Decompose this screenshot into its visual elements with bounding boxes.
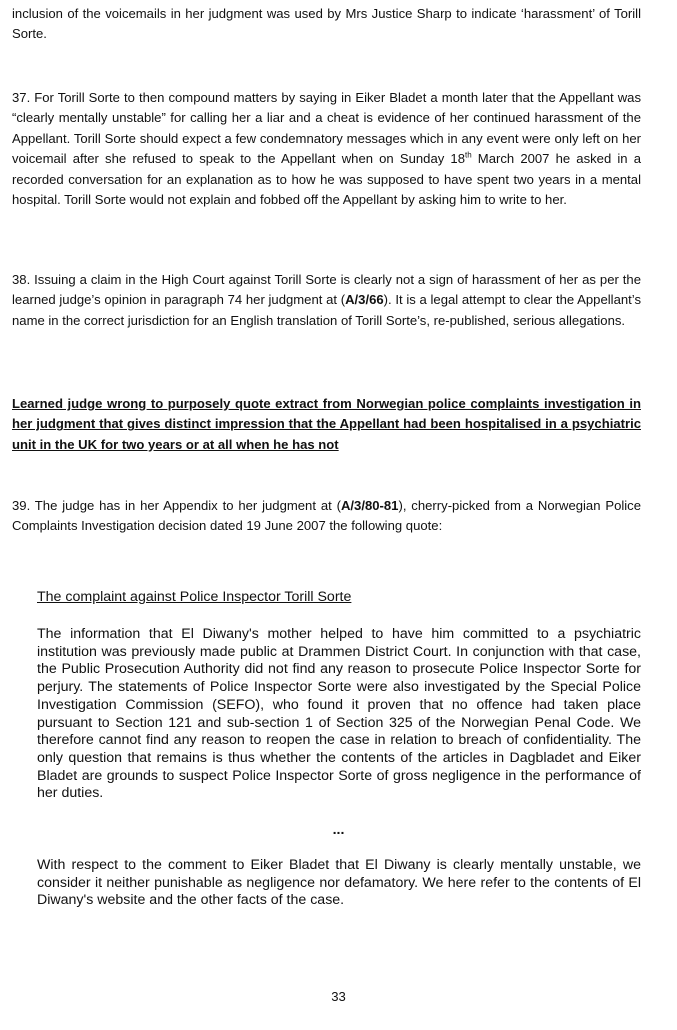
section-heading: Learned judge wrong to purposely quote extract from Norwegian police complaints investigation in her judgment that gives distinct impression that the Appellant had been hospitalised in a psychiatric unit in the UK for two years or at all when he has not [12,396,641,452]
quote-ellipsis: ... [332,822,345,838]
bundle-reference: A/3/66 [345,292,384,308]
paragraph-39-text-a: 39. The judge has in her Appendix to her judgment at ( [12,498,341,513]
quote-paragraph-2: With respect to the comment to Eiker Bladet that El Diwany is clearly mentally unstable, we consider it neither punishable as negligence nor defamatory. We here refer to the contents of El Diwany's website and the other facts of the case. [37,857,641,909]
paragraph-37-text-b: March 2007 he asked in a recorded conversation for an explanation as to how he was supposed to have spent two years in a mental hospital. Torill Sorte would not explain and fobbed off the Appellant by asking him to write to her. [12,151,641,208]
ordinal-superscript: th [464,150,472,160]
paragraph-38-text-b: ). It is a legal attempt to clear the Appellant’s name in the correct jurisdiction for an English translation of Torill Sorte’s, re-published, serious allegations. [12,292,641,328]
quote-title: The complaint against Police Inspector Torill Sorte [37,589,352,605]
quote-paragraph-1: The information that El Diwany's mother helped to have him committed to a psychiatric institution was previously made public at Drammen District Court. In conjunction with that case, the Public Prosecution Authority did not find any reason to prosecute Police Inspector Sorte for perjury. The statements of Police Inspector Sorte were also investigated by the Special Police Investigation Commission (SEFO), who found it proven that no offence had taken place pursuant to Section 121 and sub-section 1 of Section 325 of the Norwegian Penal Code. We therefore cannot find any reason to reopen the case in relation to breach of confidentiality. The only question that remains is thus whether the contents of the articles in Dagbladet and Eiker Bladet are grounds to suspect Police Inspector Sorte of gross negligence in the performance of her duties. [37,626,641,802]
paragraph-38 [12,270,641,331]
paragraph-37-text-a: 37. For Torill Sorte to then compound matters by saying in Eiker Bladet a month later that the Appellant was “clearly mentally unstable” for calling her a liar and a cheat is evidence of her continued harassment of the Appellant. Torill Sorte should expect a few condemnatory messages which in any event were only left on her voicemail after she refused to speak to the Appellant when on Sunday 18 [12,90,641,167]
paragraph-37 [12,88,641,210]
paragraph-continuation [12,4,641,45]
paragraph-continuation-text: inclusion of the voicemails in her judgment was used by Mrs Justice Sharp to indicate ‘harassment’ of Torill Sorte. [12,6,641,42]
bundle-reference: A/3/80-81 [340,498,399,513]
paragraph-38-text-a: 38. Issuing a claim in the High Court against Torill Sorte is clearly not a sign of harassment of her as per the learned judge’s opinion in paragraph 74 her judgment at ( [12,272,641,308]
page-number: 33 [331,989,346,1004]
paragraph-39-text-b: ), cherry-picked from a Norwegian Police Complaints Investigation decision dated 19 June 2007 the following quote: [12,498,641,534]
paragraph-39 [12,496,641,537]
